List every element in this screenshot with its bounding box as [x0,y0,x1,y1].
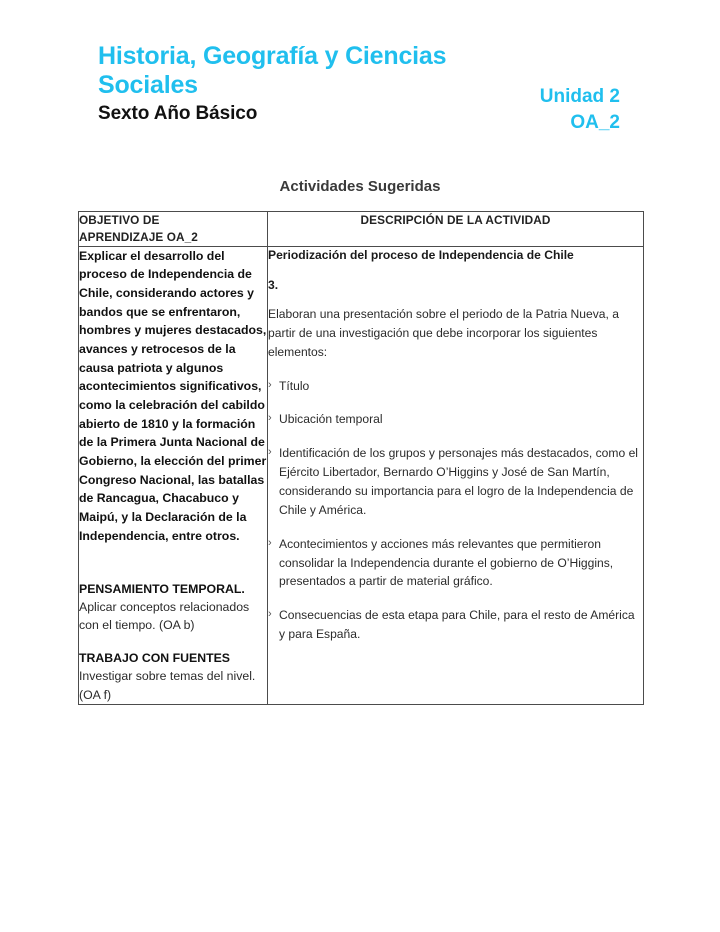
activity-intro: Elaboran una presentación sobre el periodo de la Patria Nueva, a partir de una investigación que debe incorporar los siguientes elementos: [268,307,619,359]
section-heading: Actividades Sugeridas [279,178,441,195]
skill-name: TRABAJO CON FUENTES [79,650,230,665]
page-title [98,42,518,101]
activities-table [78,211,644,705]
column-header-objective-line1: OBJETIVO DE [79,213,160,227]
list-item [268,606,643,644]
table-header-row [79,212,644,247]
document-header [98,42,622,147]
list-item-text: Consecuencias de esta etapa para Chile, para el resto de América y para España. [279,608,635,642]
objective-text: Explicar el desarrollo del proceso de Independencia de Chile, considerando actores y bandos que se enfrentaron, hombres y mujeres destacados, avances y retrocesos de la causa patriota y algunos acontecimientos significativos, como la celebración del cabildo abierto de 1810 y la formación de la Primera Junta Nacional de Gobierno, la elección del primer Congreso Nacional, las batallas de Rancagua, Chacabuco y Maipú, y la Declaración de la Independencia, entre otros. [79,248,267,543]
activity-number: 3. [268,278,279,293]
description-cell [268,246,644,705]
skill-description: Aplicar conceptos relacionados con el tiempo. (OA b) [79,599,250,633]
column-header-objective [79,212,268,247]
activities-table-wrapper [78,211,643,705]
skill-description: Investigar sobre temas del nivel. (OA f) [79,669,256,702]
column-header-description-line1: DESCRIPCIÓN DE LA ACTIVIDAD [360,213,551,227]
list-item [268,410,643,429]
chevron-right-icon: › [268,412,272,425]
objective-cell [79,246,268,705]
list-item [268,444,643,519]
skill-name: PENSAMIENTO TEMPORAL. [79,581,245,596]
chevron-right-icon: › [268,378,272,391]
list-item [268,377,643,396]
page-title-line1: Historia, Geografía y Ciencias [98,42,447,70]
skills-block [79,580,267,705]
chevron-right-icon: › [268,536,272,549]
list-item-text: Identificación de los grupos y personajes más destacados, como el Ejército Libertador, Bernardo O’Higgins y José de San Martín, considerando su importancia para el logro de la Independencia de Chile y América. [279,446,638,517]
chevron-right-icon: › [268,446,272,459]
skill-item [79,580,267,635]
activity-bullet-list [268,377,643,644]
skill-item [79,649,267,704]
column-header-objective-line2: APRENDIZAJE OA_2 [79,229,198,244]
activity-title: Periodización del proceso de Independencia de Chile [268,247,574,262]
unit-label: Unidad 2 [539,86,620,107]
page-title-line2: Sociales [98,71,198,100]
list-item-text: Ubicación temporal [279,412,383,427]
header-title-block [98,42,518,125]
column-header-description [268,212,644,247]
chevron-right-icon: › [268,608,272,621]
table-row [79,246,644,705]
oa-code-label: OA_2 [570,111,620,133]
list-item-text: Título [279,378,310,393]
list-item [268,535,643,592]
header-meta-block [540,84,620,135]
list-item-text: Acontecimientos y acciones más relevantes que permitieron consolidar la Independencia durante el gobierno de O’Higgins, presentados a partir de material gráfico. [279,536,614,589]
page-subtitle: Sexto Año Básico [98,102,258,124]
